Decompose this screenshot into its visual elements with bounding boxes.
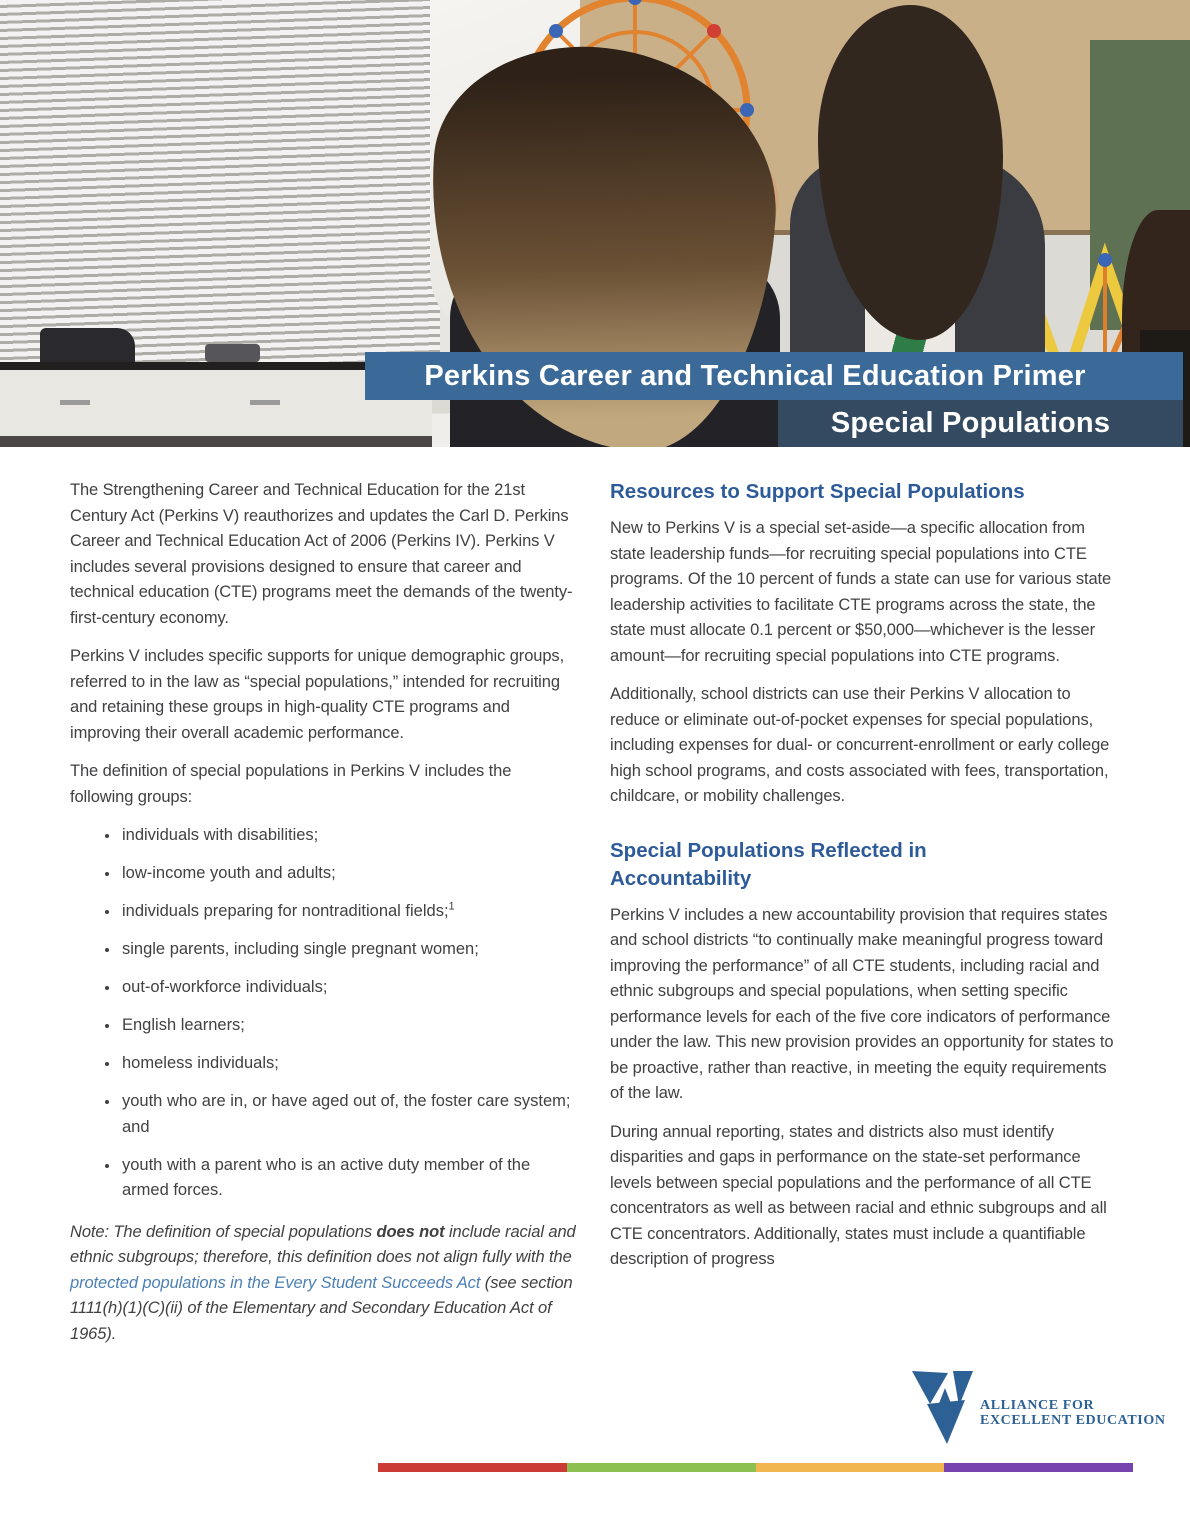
paragraph: Perkins V includes a new accountability provision that requires states and school districts “to continually make meaningful progress toward improving the performance” of all CTE students, including racial and ethnic subgroups and special populations, when setting specific performance levels for each of the five core indicators of performance under the law. This new provision provides an opportunity for states to be proactive, rather than reactive, in meeting the equity requirements of the law. [610, 905, 1114, 1102]
list-item: • homeless individuals; [120, 1051, 577, 1077]
note-paragraph: Note: The definition of special populations does not include racial and ethnic subgroups; therefore, this definition does not align fully with the protected populations in the Every Student Succeeds Act (see section 1111(h)(1)(C)(ii) of the Elementary and Secondary Education Act of 1965). [70, 1222, 576, 1343]
footer-stripe [378, 1463, 1133, 1472]
lab-equipment [205, 344, 260, 362]
note-bold-text: does not [376, 1222, 445, 1241]
list-item: • individuals with disabilities; [120, 823, 577, 849]
document-subtitle: Special Populations [830, 407, 1111, 439]
stripe-segment-green [567, 1463, 756, 1472]
logo-line-2: EXCELLENT EDUCATION [980, 1413, 1166, 1428]
list-item: • youth who are in, or have aged out of, the foster care system; and [120, 1089, 577, 1140]
footnote-marker: 1 [448, 900, 455, 913]
document-title: Perkins Career and Technical Education Primer [424, 359, 1086, 392]
logo-line-1: ALLIANCE FOR [980, 1398, 1095, 1413]
right-column [610, 478, 1120, 1360]
list-item: • single parents, including single pregnant women; [120, 937, 577, 963]
list-item: • English learners; [120, 1013, 577, 1039]
list-item: • youth with a parent who is an active duty member of the armed forces. [120, 1153, 577, 1204]
paragraph: New to Perkins V is a special set-aside—a specific allocation from state leadership funds—for recruiting special populations into CTE programs. Of the 10 percent of funds a state can use for various state leadership activities to facilitate CTE programs across the state, the state must allocate 0.1 percent or $50,000—whichever is the lesser amount—for recruiting special populations into CTE programs. [610, 519, 1112, 665]
section-heading-resources: Resources to Support Special Populations [610, 480, 1025, 503]
subtitle-banner [778, 400, 1183, 447]
title-banner [365, 352, 1183, 400]
left-column [70, 478, 577, 1360]
stripe-segment-red [378, 1463, 567, 1472]
window-blinds [0, 0, 450, 372]
list-item: • individuals preparing for nontraditional fields;$^1$ [120, 899, 577, 925]
alliance-logo-mark-icon [912, 1368, 974, 1448]
alliance-logo [912, 1350, 1166, 1448]
drawer-handle [60, 400, 90, 405]
paragraph: During annual reporting, states and districts also must identify disparities and gaps in performance on the state-set performance levels between special populations and the performance of all CTE concentrators as well as between racial and ethnic subgroups and all CTE concentrators. Additionally, states must include a quantifiable description of progress [610, 1122, 1107, 1268]
section-heading-accountability: Special Populations Reflected in Accountability [610, 838, 927, 890]
paragraph: Perkins V includes specific supports for unique demographic groups, referred to in the law as “special populations,” intended for recruiting and retaining these groups in high-quality CTE programs and improving their overall academic performance. [70, 647, 565, 742]
paragraph: The Strengthening Career and Technical Education for the 21st Century Act (Perkins V) reauthorizes and updates the Carl D. Perkins Career and Technical Education Act of 2006 (Perkins IV). Perkins V includes several provisions designed to ensure that career and technical education (CTE) programs meet the demands of the twenty-first-century economy. [70, 481, 573, 627]
drawer-handle [250, 400, 280, 405]
body-content [70, 478, 1120, 1360]
stripe-segment-orange [756, 1463, 945, 1472]
lab-bench-base [0, 436, 432, 447]
essa-link[interactable]: protected populations in the Every Student Succeeds Act [70, 1273, 481, 1292]
paragraph: Additionally, school districts can use their Perkins V allocation to reduce or eliminate out-of-pocket expenses for special populations, including expenses for dual- or concurrent-enrollment or early college high school programs, and costs associated with fees, transportation, childcare, or mobility challenges. [610, 685, 1110, 805]
special-populations-list [70, 823, 577, 1204]
stripe-segment-purple [944, 1463, 1133, 1472]
list-item: • out-of-workforce individuals; [120, 975, 577, 1001]
list-item: • low-income youth and adults; [120, 861, 577, 887]
paragraph: The definition of special populations in Perkins V includes the following groups: [70, 762, 512, 806]
alliance-logo-text [980, 1398, 1166, 1428]
lab-equipment [40, 328, 135, 362]
